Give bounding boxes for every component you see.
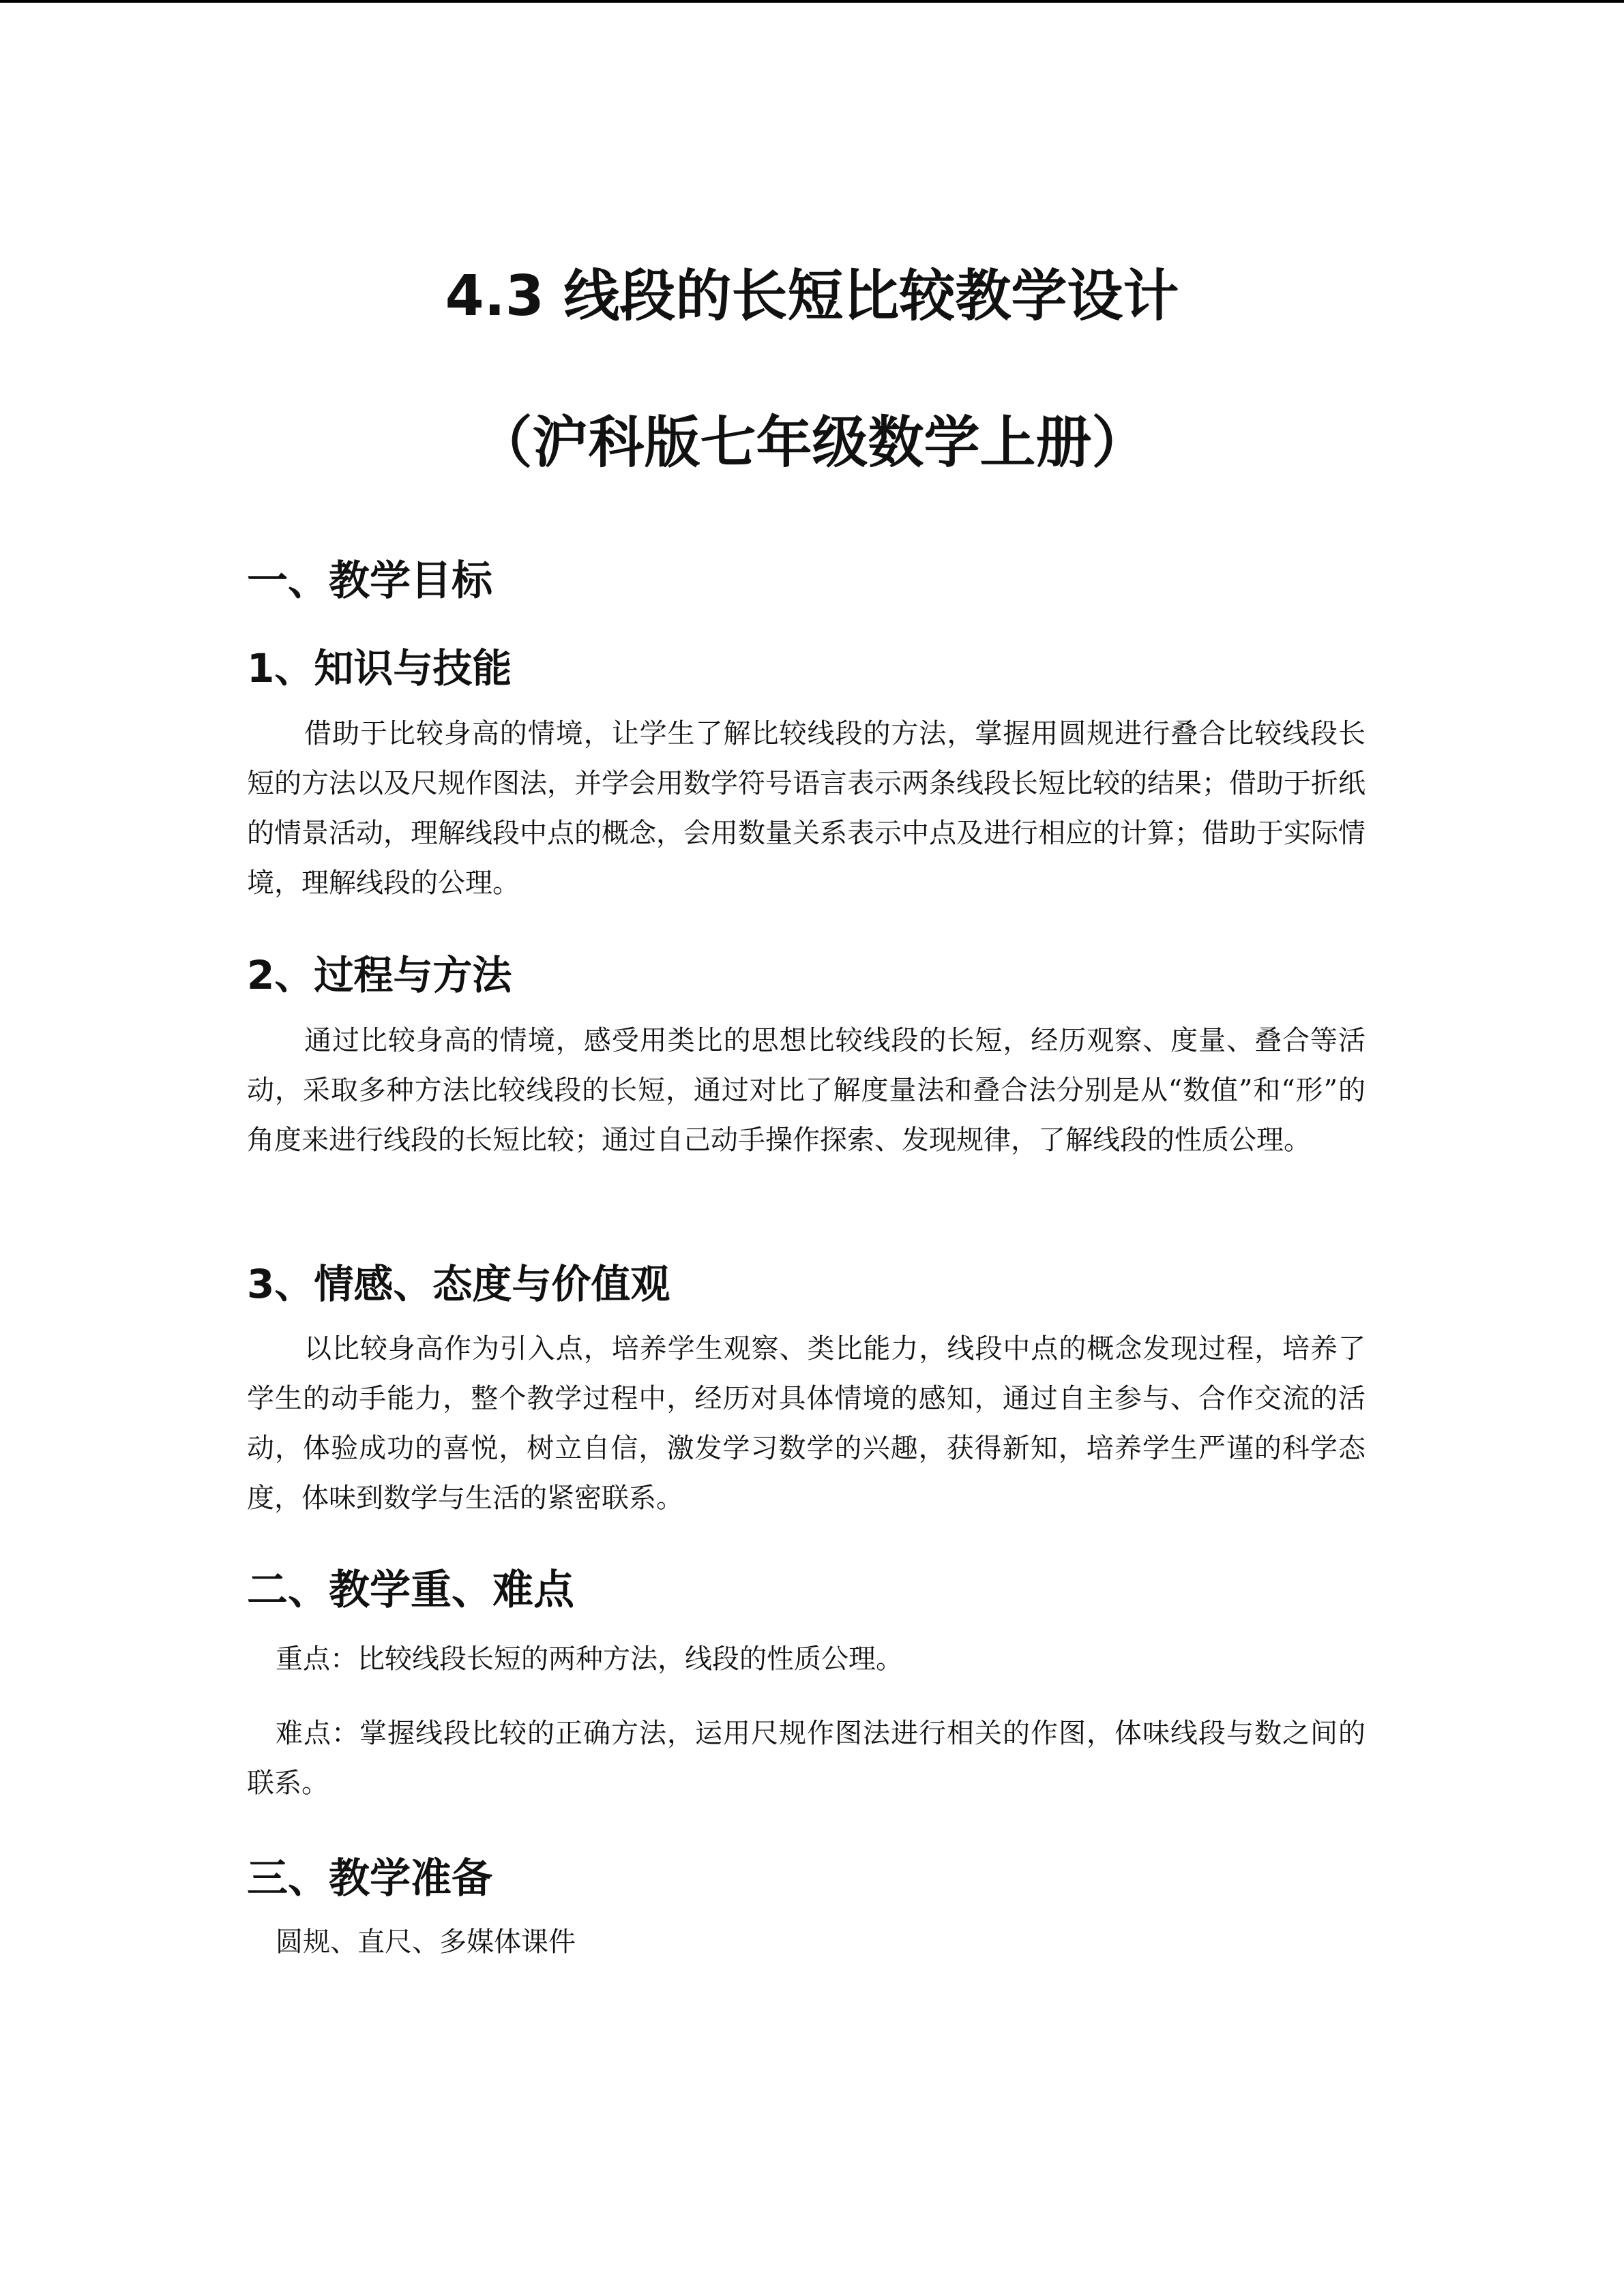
page-top-border: [0, 0, 1624, 3]
paragraph-emotion-values: 以比较身高作为引入点，培养学生观察、类比能力，线段中点的概念发现过程，培养了学生的动手能力，整个教学过程中，经历对具体情境的感知，通过自主参与、合作交流的活动，体验成功的喜悦，树立自信，激发学习数学的兴趣，获得新知，培养学生严谨的科学态度，体味到数学与生活的紧密联系。: [247, 1333, 1365, 1514]
document-subtitle: （沪科版七年级数学上册）: [476, 411, 1148, 475]
paragraph-key-point: 重点：比较线段长短的两种方法，线段的性质公理。: [276, 1643, 903, 1675]
section-heading-objectives: 一、教学目标: [247, 557, 492, 605]
section-heading-key-difficult-points: 二、教学重、难点: [247, 1566, 574, 1614]
paragraph-difficult-point: 难点：掌握线段比较的正确方法，运用尺规作图法进行相关的作图，体味线段与数之间的联系。: [247, 1718, 1365, 1799]
paragraph-process-methods: 通过比较身高的情境，感受用类比的思想比较线段的长短，经历观察、度量、叠合等活动，采取多种方法比较线段的长短，通过对比了解度量法和叠合法分别是从“数值”和“形”的角度来进行线段的长短比较；通过自己动手操作探索、发现规律，了解线段的性质公理。: [247, 1025, 1365, 1156]
subsection-heading-knowledge-skills: 1、知识与技能: [247, 645, 512, 691]
section-heading-preparation: 三、教学准备: [247, 1855, 492, 1903]
paragraph-materials: 圆规、直尺、多媒体课件: [276, 1926, 576, 1958]
document-title: 4.3 线段的长短比较教学设计: [445, 264, 1179, 329]
paragraph-knowledge-skills: 借助于比较身高的情境，让学生了解比较线段的方法，掌握用圆规进行叠合比较线段长短的方法以及尺规作图法，并学会用数学符号语言表示两条线段长短比较的结果；借助于折纸的情景活动，理解线段中点的概念，会用数量关系表示中点及进行相应的计算；借助于实际情境，理解线段的公理。: [247, 718, 1365, 899]
subsection-heading-emotion-values: 3、情感、态度与价值观: [247, 1261, 670, 1307]
subsection-heading-process-methods: 2、过程与方法: [247, 952, 512, 998]
